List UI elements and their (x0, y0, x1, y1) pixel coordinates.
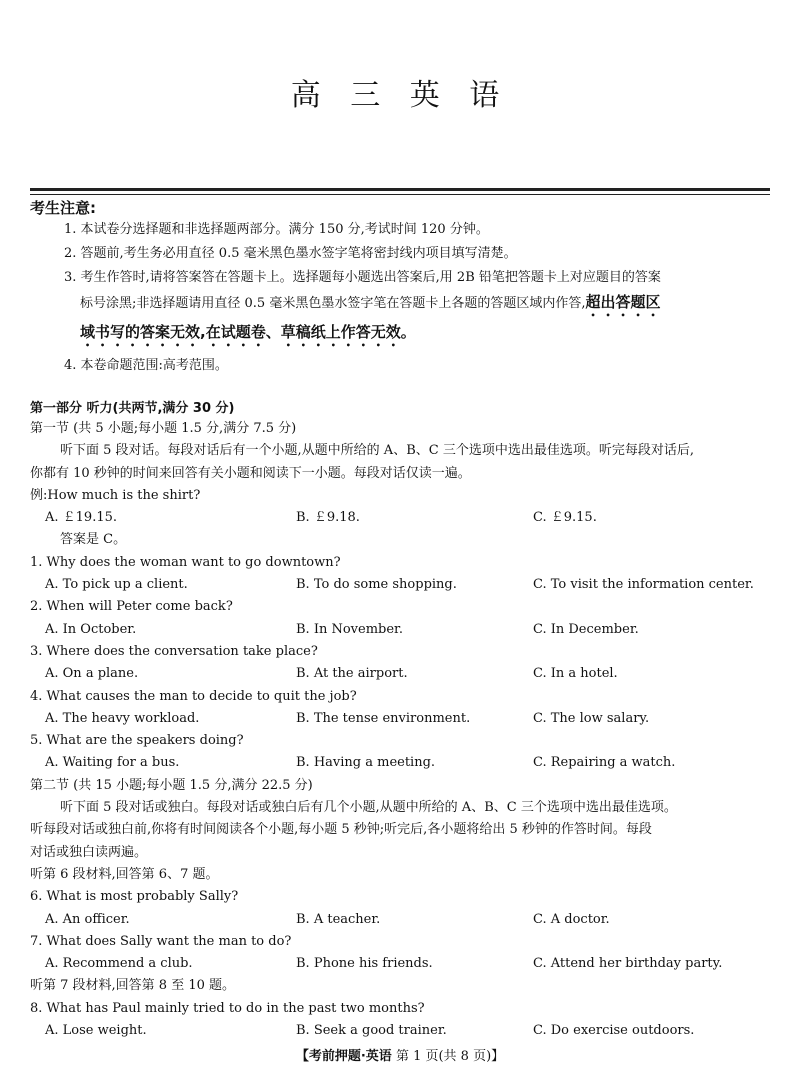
option-a: A. An officer. (45, 911, 130, 927)
question-8: 8. What has Paul mainly tried to do in the past two months? (30, 1000, 425, 1016)
section-1-heading: 第一节 (共 5 小题;每小题 1.5 分,满分 7.5 分) (30, 421, 297, 436)
section-2-instructions: 听下面 5 段对话或独白。每段对话或独白后有几个小题,从题中所给的 A、B、C 三个选项中选出最佳选项。 听每段对话或独白前,你将有时间阅读各个小题,每小题 5 秒钟;听完后,各小题将给出 5 秒钟的作答时间。每段 对话或独白读两遍。 (30, 800, 677, 860)
option-b: B. Seek a good trainer. (296, 1023, 447, 1039)
example-answer: 答案是 C。 (60, 532, 127, 548)
footer-page-number: 第 1 页(共 8 页)】 (395, 1049, 505, 1064)
question-1-options (30, 574, 775, 596)
option-a: A. The heavy workload. (45, 710, 200, 726)
notice-heading: 考生注意: (30, 199, 96, 217)
question-5: 5. What are the speakers doing? (30, 733, 244, 749)
question-7: 7. What does Sally want the man to do? (30, 933, 292, 949)
option-c: C. In December. (533, 621, 639, 637)
option-a: A. Lose weight. (45, 1023, 147, 1039)
page-title: 高 三 英 语 (290, 78, 510, 113)
question-3-options (30, 663, 775, 685)
question-7-options (30, 953, 775, 975)
option-b: B. ￡9.18. (296, 510, 360, 526)
option-c: C. ￡9.15. (533, 510, 597, 526)
part-1-heading: 第一部分 听力(共两节,满分 30 分) (30, 401, 235, 416)
option-c: C. To visit the information center. (533, 577, 754, 593)
option-b: B. In November. (296, 621, 403, 637)
material-7-note: 听第 7 段材料,回答第 8 至 10 题。 (30, 978, 236, 994)
notice-item-1: 1. 本试卷分选择题和非选择题两部分。满分 150 分,考试时间 120 分钟。 (64, 222, 489, 237)
section-1-instructions: 听下面 5 段对话。每段对话后有一个小题,从题中所给的 A、B、C 三个选项中选出最佳选项。听完每段对话后, 你都有 10 秒钟的时间来回答有关小题和阅读下一小题。每段对话仅读一遍。 (30, 443, 694, 481)
question-4: 4. What causes the man to decide to quit the job? (30, 688, 357, 704)
section-2-heading: 第二节 (共 15 小题;每小题 1.5 分,满分 22.5 分) (30, 777, 313, 793)
material-6-note: 听第 6 段材料,回答第 6、7 题。 (30, 866, 219, 882)
notice-item-2: 2. 答题前,考生务必用直径 0.5 毫米黑色墨水签字笔将密封线内项目填写清楚。 (64, 246, 517, 261)
option-a: A. On a plane. (45, 666, 139, 682)
option-a: A. In October. (45, 621, 137, 637)
option-b: B. To do some shopping. (296, 577, 457, 593)
listening-content (30, 418, 775, 1042)
option-a: A. Waiting for a bus. (45, 755, 180, 771)
header-divider-thin (30, 194, 770, 195)
footer-exam-name: 【考前押题·英语 (295, 1049, 392, 1064)
question-8-options (30, 1020, 775, 1042)
question-5-options (30, 752, 775, 774)
notice-item-3-line1: 3. 考生作答时,请将答案答在答题卡上。选择题每小题选出答案后,用 2B 铅笔把答题卡上对应题目的答案 (64, 270, 661, 285)
option-c: C. Repairing a watch. (533, 755, 676, 771)
option-b: B. Having a meeting. (296, 755, 436, 771)
notice-item-3-emphasis-1: 超出答题区 (585, 293, 661, 311)
notice-item-3 (64, 266, 774, 350)
option-a: A. ￡19.15. (45, 510, 118, 526)
question-4-options (30, 708, 775, 730)
option-b: B. Phone his friends. (296, 956, 433, 972)
notice-item-4: 4. 本卷命题范围:高考范围。 (64, 358, 228, 373)
option-b: B. The tense environment. (296, 710, 471, 726)
notice-item-3-line2: 标号涂黑;非选择题请用直径 0.5 毫米黑色墨水签字笔在答题卡上各题的答题区域内作答,超出答题区 (80, 293, 661, 311)
question-1: 1. Why does the woman want to go downtown? (30, 554, 341, 570)
option-a: A. To pick up a client. (45, 577, 188, 593)
option-c: C. A doctor. (533, 911, 610, 927)
option-b: B. A teacher. (296, 911, 381, 927)
option-a: A. Recommend a club. (45, 956, 193, 972)
question-6: 6. What is most probably Sally? (30, 889, 239, 905)
example-question: 例:How much is the shirt? (30, 487, 201, 503)
header-divider-thick (30, 188, 770, 191)
option-c: C. Do exercise outdoors. (533, 1023, 695, 1039)
option-c: C. The low salary. (533, 710, 650, 726)
option-b: B. At the airport. (296, 666, 408, 682)
option-c: C. Attend her birthday party. (533, 956, 723, 972)
question-6-options (30, 909, 775, 931)
example-options (30, 507, 775, 529)
notice-item-3-emphasis-2: 域书写的答案无效,在试题卷、草稿纸上作答无效。 (80, 323, 416, 341)
question-3: 3. Where does the conversation take place? (30, 643, 318, 659)
option-c: C. In a hotel. (533, 666, 618, 682)
question-2: 2. When will Peter come back? (30, 599, 233, 615)
page-footer (0, 1045, 800, 1064)
question-2-options (30, 619, 775, 641)
notice-list (64, 218, 774, 378)
